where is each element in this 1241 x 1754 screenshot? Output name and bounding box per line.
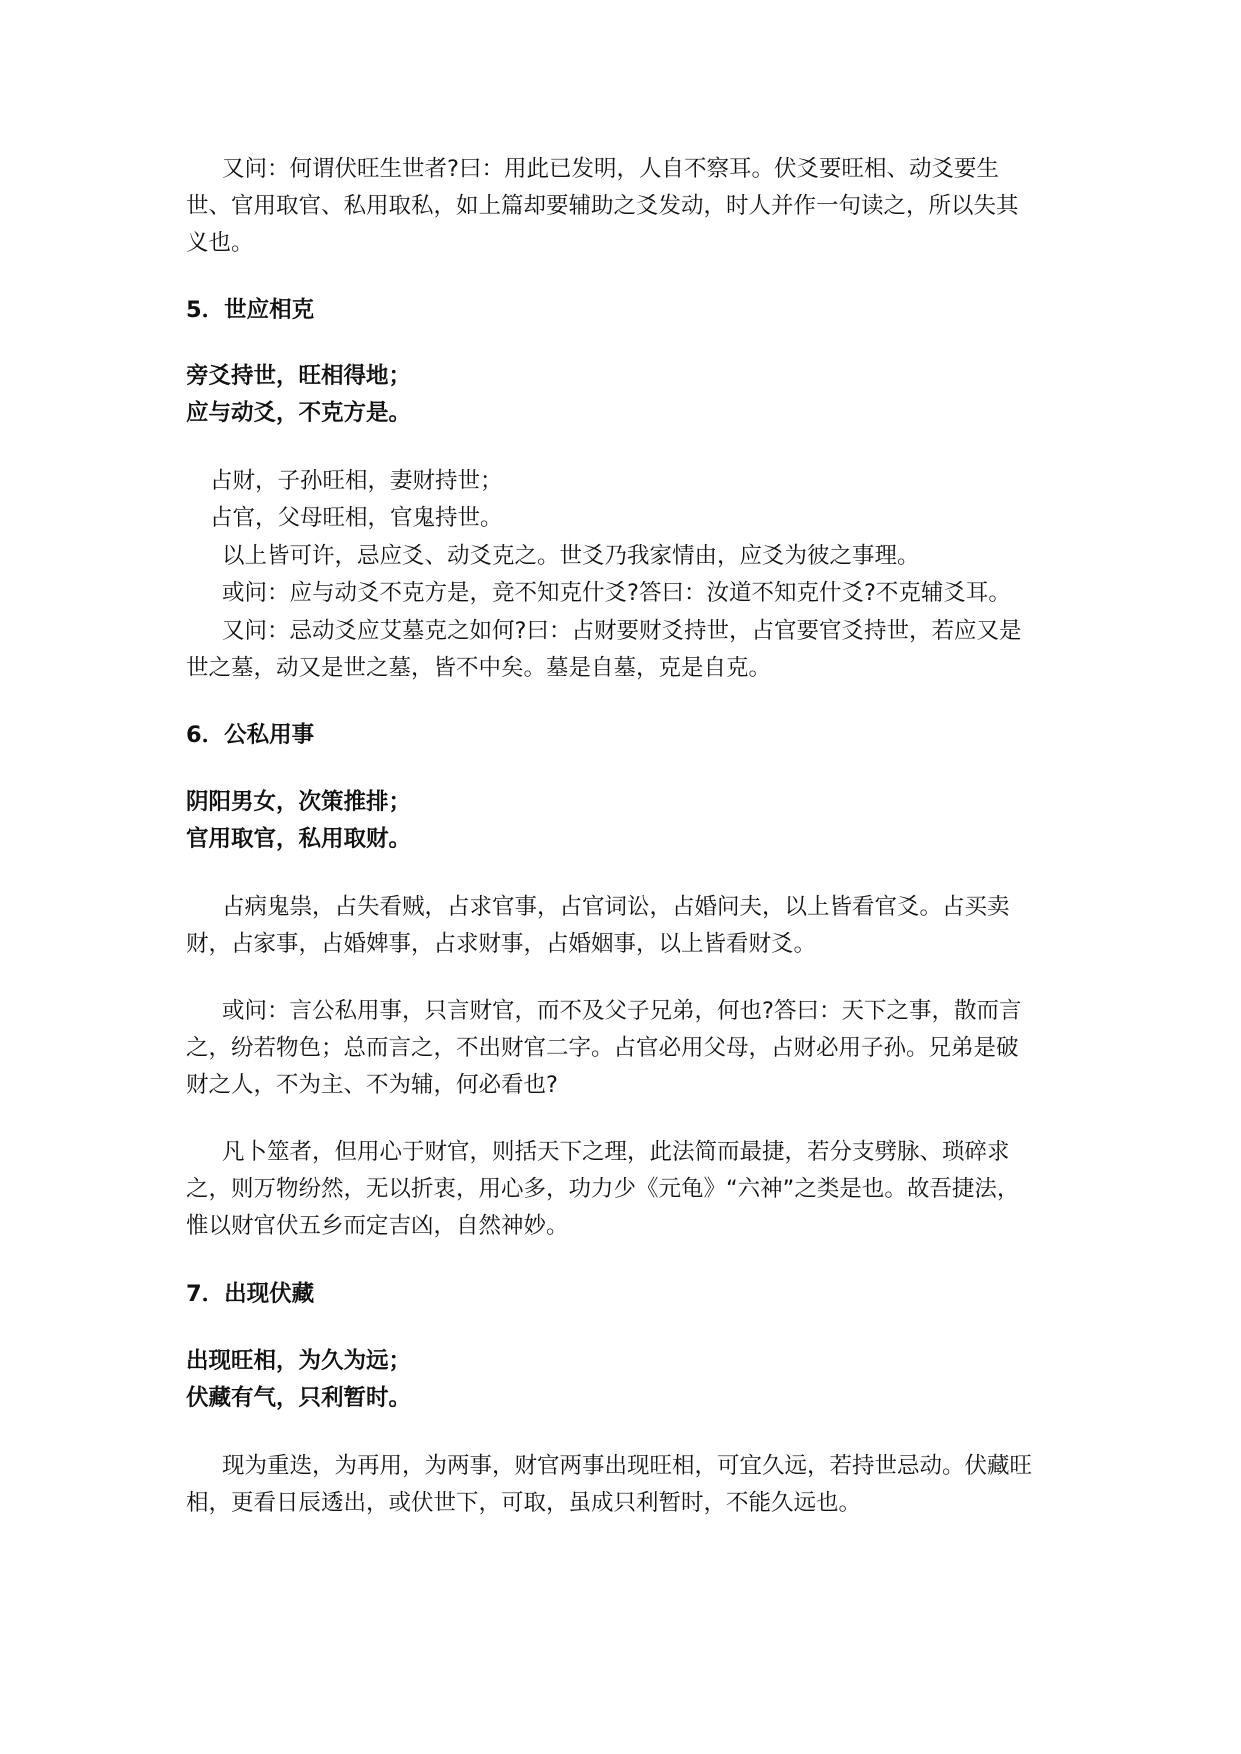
paragraph-line: 以上皆可许，忌应爻、动爻克之。世爻乃我家情由，应爻为彼之事理。 <box>222 543 920 569</box>
paragraph-line: 或问：言公私用事，只言财官，而不及父子兄弟，何也?答曰：天下之事，散而言 <box>222 998 1022 1024</box>
paragraph-line: 占病鬼祟，占失看贼，占求官事，占官词讼，占婚问夫，以上皆看官爻。占买卖 <box>222 894 1010 920</box>
paragraph-line: 占财，子孙旺相，妻财持世； <box>210 468 503 494</box>
paragraph-line: 财，占家事，占婚婢事，占求财事，占婚姻事，以上皆看财爻。 <box>186 931 817 957</box>
paragraph-line: 义也。 <box>186 230 254 256</box>
paragraph-line: 现为重迭，为再用，为两事，财官两事出现旺相，可宜久远，若持世忌动。伏藏旺 <box>222 1453 1033 1479</box>
paragraph-line: 又问：忌动爻应艾墓克之如何?曰：占财要财爻持世，占官要官爻持世，若应又是 <box>222 618 1022 644</box>
section-heading: 7．出现伏藏 <box>186 1281 315 1307</box>
paragraph-line: 财之人，不为主、不为辅，何必看也? <box>186 1072 558 1098</box>
paragraph-line: 惟以财官伏五乡而定吉凶，自然神妙。 <box>186 1213 569 1239</box>
verse-line: 官用取官，私用取财。 <box>186 826 412 852</box>
paragraph-line: 世、官用取官、私用取私，如上篇却要辅助之爻发动，时人并作一句读之，所以失其 <box>186 193 1019 219</box>
paragraph-line: 又问：何谓伏旺生世者?曰：用此已发明，人自不察耳。伏爻要旺相、动爻要生 <box>222 156 999 182</box>
paragraph-line: 占官，父母旺相，官鬼持世。 <box>210 505 503 531</box>
verse-line: 伏藏有气，只利暂时。 <box>186 1385 412 1411</box>
paragraph-line: 或问：应与动爻不克方是，竞不知克什爻?答曰：汝道不知克什爻?不克辅爻耳。 <box>222 580 1011 606</box>
verse-line: 阴阳男女，次策推排； <box>186 789 412 815</box>
verse-line: 应与动爻，不克方是。 <box>186 400 412 426</box>
paragraph-line: 之，则万物纷然，无以折衷，用心多，功力少《元龟》“六神”之类是也。故吾捷法， <box>186 1176 1020 1202</box>
section-heading: 5．世应相克 <box>186 297 315 323</box>
section-heading: 6．公私用事 <box>186 722 315 748</box>
paragraph-line: 凡卜筮者，但用心于财官，则括天下之理，此法简而最捷，若分支劈脉、琐碎求 <box>222 1139 1010 1165</box>
verse-line: 旁爻持世，旺相得地； <box>186 363 412 389</box>
paragraph-line: 相，更看日辰透出，或伏世下，可取，虽成只利暂时，不能久远也。 <box>186 1490 862 1516</box>
paragraph-line: 世之墓，动又是世之墓，皆不中矣。墓是自墓，克是自克。 <box>186 655 772 681</box>
verse-line: 出现旺相，为久为远； <box>186 1348 412 1374</box>
paragraph-line: 之，纷若物色；总而言之，不出财官二字。占官必用父母，占财必用子孙。兄弟是破 <box>186 1035 1019 1061</box>
